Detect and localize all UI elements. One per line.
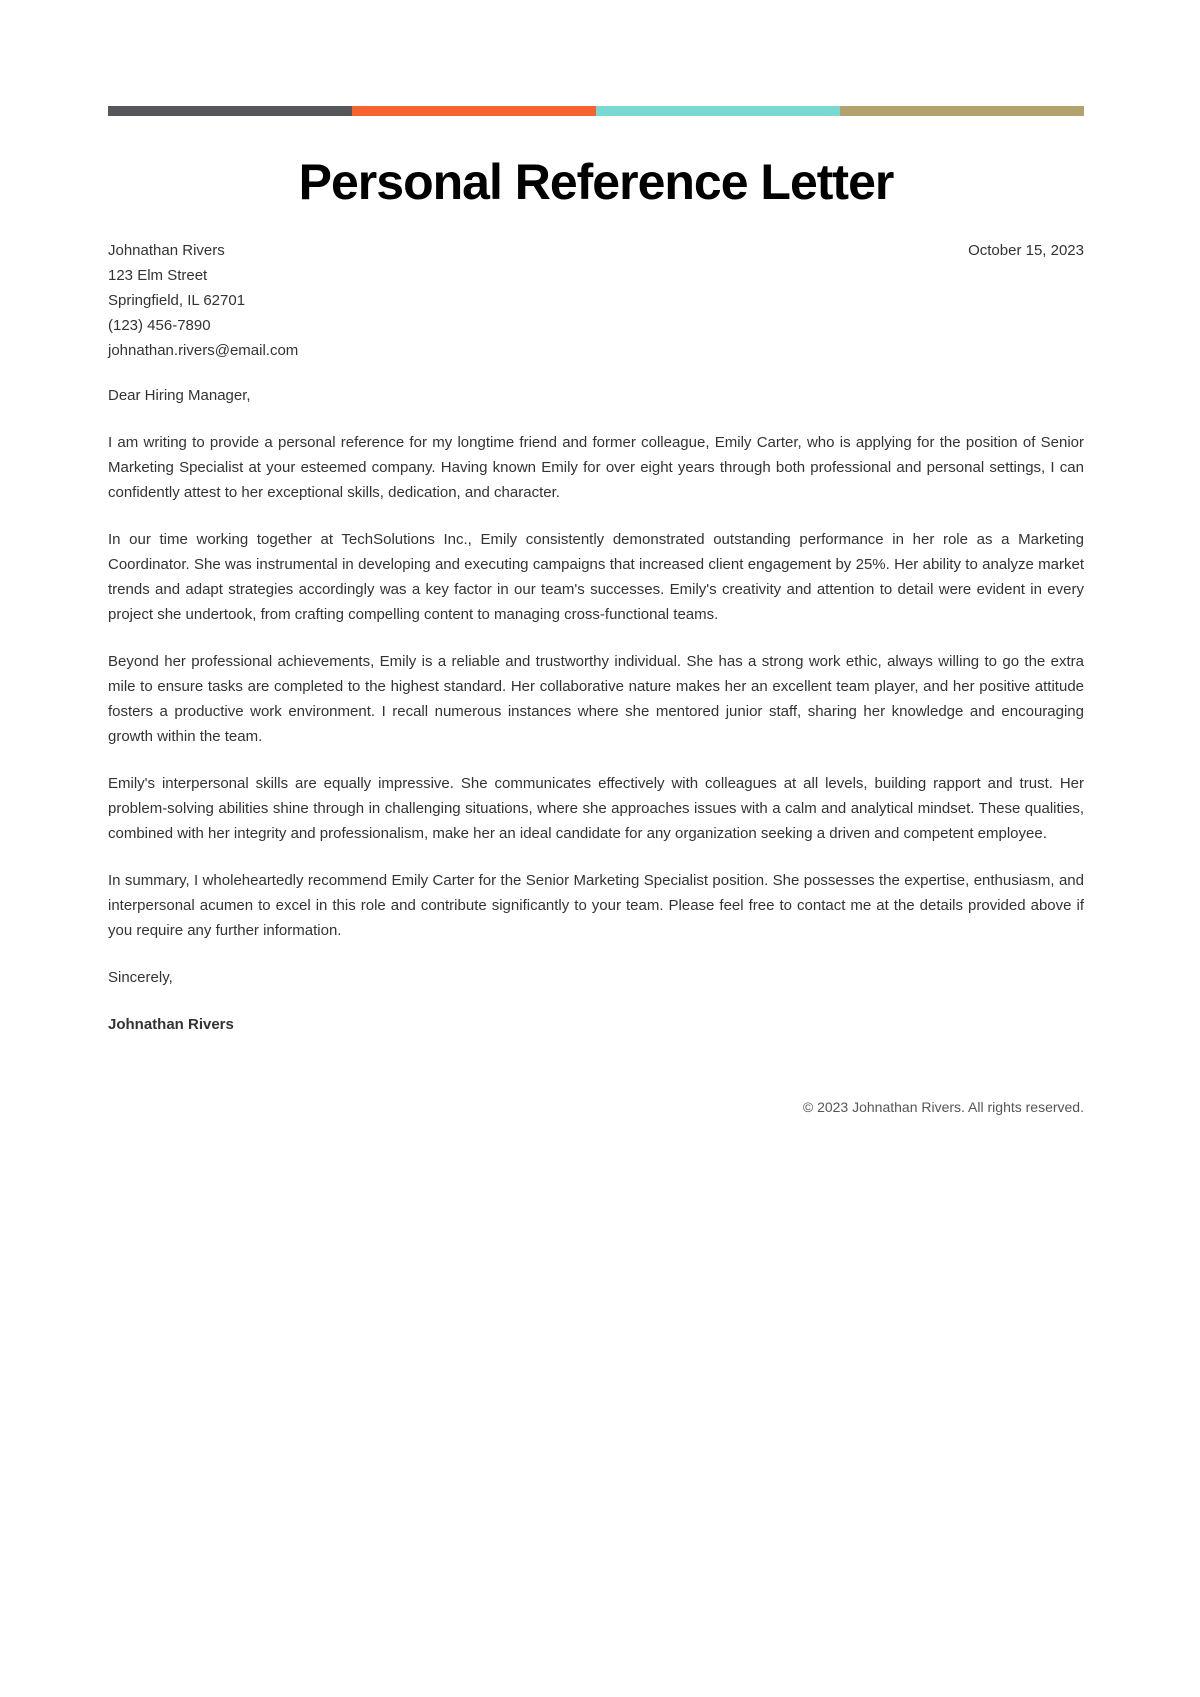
letter-content [108,106,1084,1117]
letter-paragraph-3: Beyond her professional achievements, Emily is a reliable and trustworthy individual. She has a strong work ethic, always willing to go the extra mile to ensure tasks are completed to the highest standard. Her collaborative nature makes her an excellent team player, and her positive attitude fosters a productive work environment. I recall numerous instances where she mentored junior staff, sharing her knowledge and encouraging growth within the team. [108,652,1084,745]
letter-paragraph-5: In summary, I wholeheartedly recommend Emily Carter for the Senior Marketing Specialist position. She possesses the expertise, enthusiasm, and interpersonal acumen to excel in this role and contribute significantly to your team. Please feel free to contact me at the details provided above if you require any further information. [108,871,1084,939]
letter-header [108,238,1084,363]
accent-bar-segment-teal [596,106,840,116]
accent-bar-segment-tan [840,106,1084,116]
accent-bar-segment-dark [108,106,352,116]
sender-block [108,238,298,363]
signature-name: Johnathan Rivers [108,1015,234,1033]
letter-paragraph-4: Emily's interpersonal skills are equally impressive. She communicates effectively with colleagues at all levels, building rapport and trust. Her problem-solving abilities shine through in challenging situations, where she approaches issues with a calm and analytical mindset. These qualities, combined with her integrity and professionalism, make her an ideal candidate for any organization seeking a driven and competent employee. [108,774,1084,842]
letter-date: October 15, 2023 [968,241,1084,259]
sender-address-line1: 123 Elm Street [108,266,208,284]
page-title: Personal Reference Letter [298,154,894,210]
sender-email: johnathan.rivers@email.com [108,341,299,359]
letter-paragraph-1: I am writing to provide a personal reference for my longtime friend and former colleague, Emily Carter, who is applying for the position of Senior Marketing Specialist at your esteemed company. Having known Emily for over eight years through both professional and personal settings, I can confidently attest to her exceptional skills, dedication, and character. [108,433,1084,501]
closing-line: Sincerely, [108,968,173,986]
footer-copyright: © 2023 Johnathan Rivers. All rights reserved. [802,1098,1084,1115]
letter-paragraph-2: In our time working together at TechSolutions Inc., Emily consistently demonstrated outstanding performance in her role as a Marketing Coordinator. She was instrumental in developing and executing campaigns that increased client engagement by 25%. Her ability to analyze market trends and adapt strategies accordingly was a key factor in our team's successes. Emily's creativity and attention to detail were evident in every project she undertook, from crafting compelling content to managing cross-functional teams. [108,530,1084,623]
accent-bar-segment-orange [352,106,596,116]
salutation: Dear Hiring Manager, [108,386,251,404]
sender-address-line2: Springfield, IL 62701 [108,291,246,309]
letter-body [108,383,1084,1037]
top-accent-bar [108,106,1084,116]
sender-phone: (123) 456-7890 [108,316,211,334]
sender-name: Johnathan Rivers [108,241,225,259]
